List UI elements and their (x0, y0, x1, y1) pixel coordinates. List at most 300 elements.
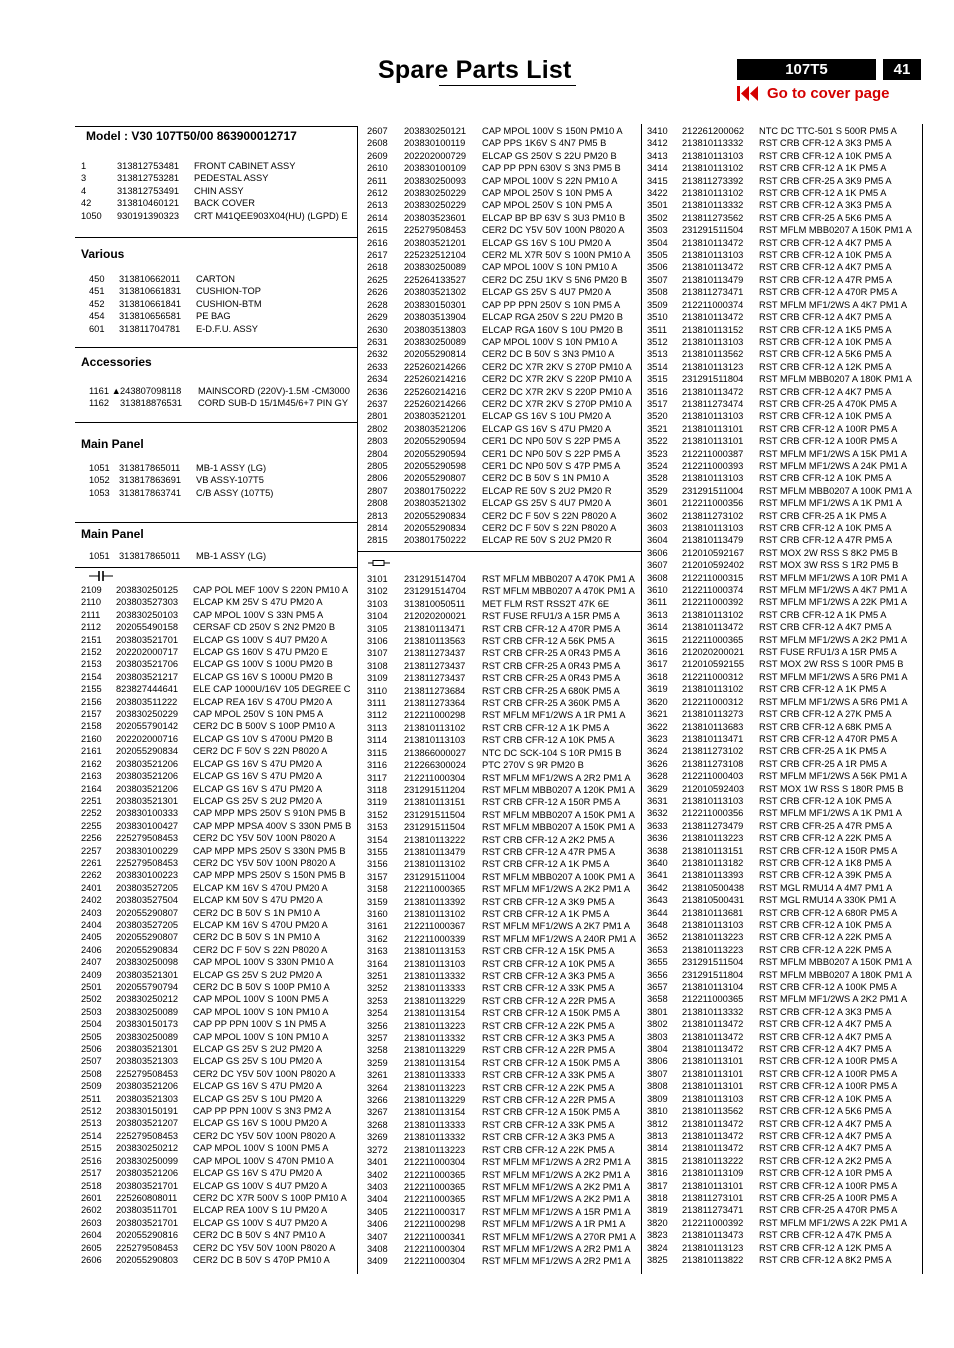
part-description: ELCAP GS 16V S 47U PM20 A (193, 758, 323, 769)
part-number: 213810113333 (404, 1119, 466, 1130)
part-description: CAP PP PPN 100V S 3N3 PM2 A (193, 1106, 332, 1117)
part-description: CAP MPOL 100V S 470N PM10 A (193, 1155, 334, 1166)
part-description: ELCAP REA 100V S 1U PM20 A (193, 1205, 328, 1216)
part-description: RST CRB CFR-12 A 3K3 PM5 A (759, 200, 892, 211)
part-number: 203803521207 (116, 1118, 179, 1129)
part-row (358, 448, 641, 460)
part-position: 3520 (647, 411, 668, 422)
part-number: 212211000374 (682, 299, 744, 310)
part-row (642, 1217, 922, 1229)
part-row (75, 683, 357, 695)
part-description: RST MFLM MF1/2WS A 2K7 PM1 A (482, 921, 631, 932)
part-position: 3644 (647, 907, 668, 918)
part-description: ELCAP GS 10V S 4700U PM20 B (193, 733, 333, 744)
part-number: 212010592402 (682, 560, 745, 571)
part-number: 213810113229 (404, 995, 466, 1006)
part-number: 213811273437 (404, 648, 466, 659)
part-position: 2618 (367, 262, 388, 273)
part-row (358, 1156, 641, 1168)
part-row (358, 970, 641, 982)
part-number: 203803521701 (116, 1217, 179, 1228)
part-number: 213810113222 (682, 1155, 744, 1166)
part-row (358, 759, 641, 771)
part-description: RST CRB CFR-12 A 22R PM5 A (482, 1095, 616, 1106)
part-number: 213810113102 (404, 908, 466, 919)
part-description: RST CRB CFR-25 A 470K PM5 A (759, 398, 897, 409)
part-number: 203803521303 (116, 1093, 179, 1104)
part-position: 3157 (367, 871, 388, 882)
part-position: 3521 (647, 423, 668, 434)
part-position: 3617 (647, 659, 668, 670)
title-underline (439, 85, 576, 86)
part-description: RST MFLM MBB0207 A 180K PM1 A (759, 374, 912, 385)
part-row (75, 172, 357, 184)
part-number: 213811273471 (682, 1205, 744, 1216)
part-description: RST CRB CFR-12 A 100K PM5 A (759, 982, 897, 993)
part-position: 3817 (647, 1180, 668, 1191)
part-description: RST CRB CFR-12 A 3K3 PM5 A (482, 1033, 615, 1044)
part-position: 42 (81, 198, 92, 209)
part-number: 202202000716 (116, 733, 179, 744)
part-description: RST CRB CFR-25 A 3K9 PM5 A (759, 175, 892, 186)
part-position: 2112 (81, 622, 101, 633)
part-number: 231291511004 (404, 871, 466, 882)
part-row (642, 373, 922, 385)
part-position: 3115 (367, 747, 387, 758)
part-row (358, 261, 641, 273)
part-description: RST CRB CFR-25 A 0R43 PM5 A (482, 673, 621, 684)
part-number: 213810113472 (682, 312, 744, 323)
part-position: 3109 (367, 673, 388, 684)
part-row (358, 324, 641, 336)
part-number: 213811273102 (682, 510, 744, 521)
part-number: 203830250093 (404, 175, 467, 186)
part-description: RST CRB CFR-12 A 10K PM5 A (759, 336, 892, 347)
skip-to-first-icon (737, 85, 759, 102)
part-position: 3405 (367, 1206, 388, 1217)
part-row (642, 224, 922, 236)
part-position: 3251 (367, 971, 388, 981)
part-position: 2111 (81, 609, 101, 620)
part-description: RST CRB CFR-12 A 100R PM5 A (759, 423, 898, 434)
part-description: RST MFLM MBB0207 A 470K PM1 A (482, 586, 635, 597)
part-description: CER2 DC Y5V 50V 100N P8020 A (482, 225, 625, 236)
part-position: 2161 (81, 746, 102, 757)
part-description: RST MFLM MF1/2WS A 24K PM1 A (759, 460, 908, 471)
part-position: 3113 (367, 722, 387, 733)
part-description: CAP MPOL 100V S 100N PM5 A (193, 1143, 329, 1154)
part-row (642, 783, 922, 795)
part-number: 212266300024 (404, 760, 467, 771)
part-position: 2406 (81, 944, 102, 955)
part-row (358, 647, 641, 659)
part-row (75, 397, 357, 409)
part-position: 4 (81, 185, 87, 196)
part-number: 213810113472 (682, 262, 744, 273)
part-number: 203830250121 (404, 126, 467, 136)
part-row (642, 572, 922, 584)
part-position: 3407 (367, 1231, 388, 1242)
part-row (642, 671, 922, 683)
part-number: 213810113103 (682, 150, 744, 161)
part-row (358, 199, 641, 211)
part-row (642, 175, 922, 187)
part-number: 203803513904 (404, 312, 467, 323)
part-number: 213810113332 (404, 971, 466, 981)
part-position: 2401 (81, 882, 102, 893)
part-description: ELCAP GS 16V S 47U PM20 A (193, 783, 323, 794)
part-position: 2807 (367, 485, 388, 496)
part-row (642, 448, 922, 460)
part-row (75, 993, 357, 1005)
cover-link-label: Go to cover page (767, 85, 890, 102)
part-row (358, 846, 641, 858)
part-row (358, 1007, 641, 1019)
part-number: 212211000365 (404, 1194, 466, 1205)
part-row (358, 1144, 641, 1156)
part-position: 3164 (367, 958, 388, 969)
part-description: CER2 DC F 50V S 22N P8020 A (482, 510, 617, 521)
part-position: 2506 (81, 1044, 102, 1055)
part-number: 203830100229 (116, 845, 179, 856)
part-position: 3823 (647, 1230, 668, 1241)
part-row (358, 598, 641, 610)
part-row (642, 1180, 922, 1192)
part-position: 3603 (647, 523, 668, 533)
part-position: 3258 (367, 1045, 388, 1056)
part-position: 2156 (81, 696, 102, 707)
part-row (75, 185, 357, 197)
part-description: CAP MPOL 100V S 10N PM10 A (482, 336, 618, 347)
part-row (358, 423, 641, 435)
part-row (358, 697, 641, 709)
part-number: 212211000304 (404, 1243, 466, 1254)
part-position: 2403 (81, 907, 102, 918)
part-description: RST MFLM MBB0207 A 150K PM1 A (482, 809, 635, 820)
part-row (75, 907, 357, 919)
part-description: CAP POL MEF 100V S 220N PM10 A (193, 585, 349, 595)
part-row (358, 125, 641, 137)
part-row (358, 896, 641, 908)
part-row (75, 584, 357, 596)
part-number: 225264133527 (404, 274, 467, 285)
part-position: 3404 (367, 1194, 388, 1205)
part-row (358, 610, 641, 622)
part-description: RST CRB CFR-12 A 3K9 PM5 A (482, 896, 615, 907)
part-number: 213811273364 (404, 698, 466, 709)
part-description: CAP MPP MPS 250V S 330N PM5 B (193, 845, 346, 856)
part-number: 202055290598 (404, 460, 467, 471)
part-number: 202202000729 (404, 150, 467, 161)
part-position: 3513 (647, 349, 668, 360)
part-position: 2813 (367, 510, 388, 521)
part-row (642, 1080, 922, 1092)
part-row (358, 585, 641, 597)
part-row (75, 197, 357, 209)
part-number: 213810113473 (682, 1230, 744, 1241)
part-position: 2815 (367, 535, 388, 546)
part-position: 3616 (647, 647, 668, 658)
part-position: 1051 (89, 463, 110, 473)
part-position: 2405 (81, 932, 102, 943)
part-number: 313810661841 (119, 298, 182, 309)
part-number: 225260214266 (404, 398, 467, 409)
part-number: 213810113154 (404, 1057, 466, 1068)
part-description: RST CRB CFR-12 A 4K7 PM5 A (759, 1118, 892, 1129)
parts-column-2 (358, 124, 642, 1274)
capacitor-list-continued (358, 125, 641, 547)
part-row (642, 286, 922, 298)
part-row (358, 485, 641, 497)
part-row (75, 634, 357, 646)
part-number: 202055290807 (116, 932, 179, 943)
part-description: RST CRB CFR-12 A 15K PM5 A (482, 946, 615, 957)
part-row (642, 237, 922, 249)
part-number: 213810113681 (682, 907, 744, 918)
model-title: Model : V30 107T50/00 863900012717 (86, 129, 297, 143)
go-to-cover-link[interactable] (737, 85, 890, 102)
part-row (75, 273, 357, 285)
part-description: RST CRB CFR-12 A 12K PM5 A (759, 361, 892, 372)
part-description: CAP MPP MPSA 400V S 330N PM5 B (193, 820, 352, 831)
part-row (642, 721, 922, 733)
part-position: 3801 (647, 1006, 668, 1017)
part-row (642, 981, 922, 993)
part-position: 3636 (647, 833, 668, 844)
part-description: ELCAP GS 16V S 10U PM20 A (482, 411, 612, 422)
part-position: 2631 (367, 336, 388, 347)
part-position: 3160 (367, 908, 388, 919)
part-row (642, 249, 922, 261)
part-row (358, 1206, 641, 1218)
part-number: 203803521302 (404, 287, 467, 298)
part-position: 3101 (367, 574, 388, 584)
part-row (75, 1180, 357, 1192)
part-row (358, 933, 641, 945)
part-position: 3502 (647, 212, 668, 223)
part-row (642, 497, 922, 509)
part-position: 2509 (81, 1081, 102, 1092)
part-number: 313817865011 (119, 463, 181, 473)
part-position: 3629 (647, 783, 668, 794)
part-number: 213810113104 (682, 982, 744, 993)
part-description: ELCAP RE 50V S 2U2 PM20 R (482, 535, 612, 546)
part-description: RST CRB CFR-12 A 56K PM5 A (482, 636, 615, 647)
part-position: 3252 (367, 983, 388, 994)
part-position: 3514 (647, 361, 668, 372)
part-description: RST MFLM MF1/2WS A 1R PM1 A (482, 710, 626, 721)
part-row (358, 299, 641, 311)
part-number: 225260214216 (404, 386, 467, 397)
part-row (358, 920, 641, 932)
part-description: RST CRB CFR-12 A 3K3 PM5 A (759, 1006, 892, 1017)
part-row (358, 1044, 641, 1056)
part-description: CER2 DC X7R 2KV S 220P PM10 A (482, 374, 632, 385)
part-description: RST CRB CFR-12 A 10R PM5 A (759, 1168, 893, 1179)
part-row (358, 1082, 641, 1094)
part-number: 213810500438 (682, 882, 745, 893)
part-position: 3155 (367, 846, 388, 857)
part-row (642, 807, 922, 819)
part-number: 203830100109 (404, 163, 467, 174)
part-row (75, 1130, 357, 1142)
part-position: 3412 (647, 138, 668, 149)
part-description: CAP PP PPN 630V S 3N3 PM5 B (482, 163, 621, 174)
part-number: 202055290594 (404, 436, 467, 447)
part-row (642, 460, 922, 472)
part-description: CER2 DC F 50V S 22N P8020 A (193, 746, 328, 757)
part-position: 3819 (647, 1205, 668, 1216)
part-description: RST CRB CFR-12 A 680R PM5 A (759, 907, 898, 918)
part-description: RST CRB CFR-12 A 470R PM5 A (482, 623, 621, 634)
part-position: 2632 (367, 349, 388, 360)
part-row (642, 1142, 922, 1154)
part-number: 213810113332 (682, 138, 744, 149)
part-row (358, 1193, 641, 1205)
part-row (642, 969, 922, 981)
part-description: CAP MPOL 100V S 22N PM10 A (482, 175, 618, 186)
part-description: ELCAP KM 25V S 47U PM20 A (193, 597, 323, 608)
part-row (642, 857, 922, 869)
part-position: 3818 (647, 1192, 668, 1203)
part-number: 203830250089 (404, 336, 467, 347)
part-description: ELCAP GS 25V S 10U PM20 A (193, 1056, 323, 1067)
part-row (642, 410, 922, 422)
part-description: RST MFLM MBB0207 A 470K PM1 A (482, 574, 635, 584)
part-row (358, 187, 641, 199)
part-number: 212211000315 (682, 572, 744, 583)
part-row (642, 1018, 922, 1030)
part-row (642, 125, 922, 137)
part-position: 3618 (647, 671, 668, 682)
part-position: 3815 (647, 1155, 668, 1166)
part-description: ELCAP KM 16V S 470U PM20 A (193, 919, 328, 930)
model-badge: 107T5 (737, 59, 876, 80)
part-number: 213810113101 (682, 1081, 744, 1092)
part-number: 213810113223 (682, 944, 744, 955)
part-row (75, 1229, 357, 1241)
part-row (75, 1254, 357, 1266)
part-position: 3261 (367, 1070, 388, 1081)
part-number: 203830150301 (404, 299, 467, 310)
section-divider (75, 422, 357, 423)
part-position: 2616 (367, 237, 388, 248)
part-position: 3511 (647, 324, 667, 335)
part-number: 213810113103 (404, 958, 466, 969)
part-row (642, 1093, 922, 1105)
part-number: 213810113102 (404, 859, 466, 870)
part-description: CARTON (196, 274, 235, 284)
part-number: 213810113101 (682, 1180, 744, 1191)
part-number: 212211000298 (404, 1219, 466, 1230)
part-number: 212211000365 (682, 634, 744, 645)
part-row (642, 274, 922, 286)
part-description: CAP MPOL 100V S 10N PM10 A (482, 262, 618, 273)
part-row (642, 944, 922, 956)
part-number: 225260214266 (404, 361, 467, 372)
part-number: 213810113229 (404, 1095, 466, 1106)
part-description: CER2 DC B 50V S 100P PM10 A (193, 982, 330, 992)
part-position: 3256 (367, 1020, 388, 1031)
part-row (75, 1142, 357, 1154)
part-row (358, 249, 641, 261)
part-position: 3408 (367, 1243, 388, 1254)
part-number: 243807098118 (120, 386, 182, 396)
part-row (642, 993, 922, 1005)
part-description: RST MGL RMU14 A 330K PM1 A (759, 895, 896, 906)
resistor-symbol-icon (368, 559, 390, 567)
part-description: RST MOX 2W RSS S 100R PM5 B (759, 659, 904, 670)
part-description: CER2 DC Z5U 1KV S 5N6 PM20 B (482, 274, 628, 285)
part-row (642, 1167, 922, 1179)
part-position: 3510 (647, 312, 668, 323)
part-position: 3264 (367, 1082, 388, 1093)
page-number-badge: 41 (883, 59, 921, 80)
part-row (358, 472, 641, 484)
part-row (358, 150, 641, 162)
part-row (642, 646, 922, 658)
part-position: 3508 (647, 287, 668, 298)
part-description: RST CRB CFR-12 A 47R PM5 A (759, 274, 893, 285)
part-number: 213810113822 (682, 1254, 744, 1265)
part-description: RST CRB CFR-12 A 39K PM5 A (759, 870, 892, 881)
part-number: 213810113229 (404, 1045, 466, 1056)
part-position: 2507 (81, 1056, 102, 1067)
part-position: 3601 (647, 498, 668, 509)
part-row (642, 770, 922, 782)
part-number: 202055290807 (116, 907, 179, 918)
part-number: 202055790142 (116, 721, 179, 732)
part-row (642, 534, 922, 546)
part-description: RST CRB CFR-12 A 33K PM5 A (482, 1119, 615, 1130)
part-position: 2255 (81, 820, 102, 831)
part-row (75, 609, 357, 621)
part-position: 3825 (647, 1254, 668, 1265)
part-description: MAINSCORD (220V)-1.5M -CM3000 (198, 386, 350, 396)
part-position: 3110 (367, 685, 387, 696)
part-position: 3267 (367, 1107, 388, 1118)
part-position: 3415 (647, 175, 668, 186)
part-row (75, 745, 357, 757)
part-number: 212211000312 (682, 696, 744, 707)
part-row (358, 1094, 641, 1106)
part-position: 3257 (367, 1033, 388, 1044)
part-row (75, 1093, 357, 1105)
part-description: CER2 DC X7R 2KV S 270P PM10 A (482, 398, 632, 409)
part-description: ELCAP REA 16V S 470U PM20 A (193, 696, 333, 707)
part-position: 3604 (647, 535, 668, 546)
part-row (358, 175, 641, 187)
part-position: 3611 (647, 597, 667, 608)
part-number: 213810113332 (682, 200, 744, 211)
part-number: 212211000356 (682, 808, 744, 819)
part-description: RST MFLM MBB0207 A 150K PM1 A (759, 225, 912, 236)
part-position: 2802 (367, 423, 388, 434)
part-number: 213810113471 (404, 623, 466, 634)
part-number: 203830250125 (116, 585, 179, 595)
part-position: 3620 (647, 696, 668, 707)
part-row (358, 497, 641, 509)
part-description: RST CRB CFR-25 A 0R43 PM5 A (482, 648, 621, 659)
part-number: 212211000365 (404, 1169, 466, 1180)
part-description: RST CRB CFR-12 A 5K6 PM5 A (759, 349, 892, 360)
part-position: 2633 (367, 361, 388, 372)
part-number: 212010592167 (682, 547, 745, 558)
part-number: 213810113151 (682, 845, 744, 856)
part-description: CER2 DC Y5V 50V 100N P8020 A (193, 1068, 336, 1079)
part-number: 212211000339 (404, 933, 466, 944)
part-description: RST CRB CFR-12 A 10K PM5 A (759, 473, 892, 484)
